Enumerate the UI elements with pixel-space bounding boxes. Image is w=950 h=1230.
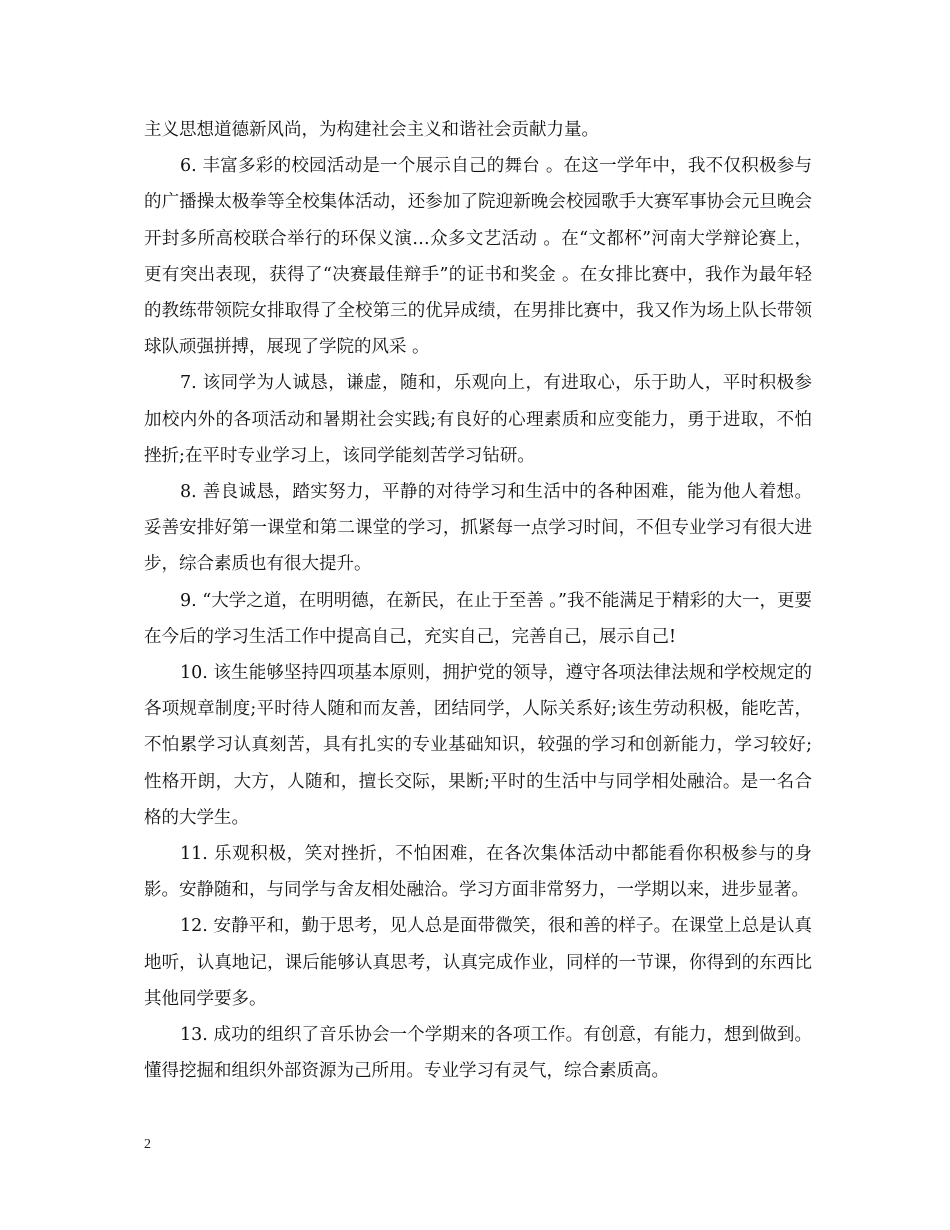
- paragraph-item-9: 9. “大学之道，在明明德，在新民，在止于至善 。”我不能满足于精彩的大一，更要在今后的学习生活工作中提高自己，充实自己，完善自己，展示自己!: [144, 590, 812, 647]
- paragraph-item-7: 7. 该同学为人诚恳，谦虚，随和，乐观向上，有进取心，乐于助人，平时积极参加校内外的各项活动和暑期社会实践;有良好的心理素质和应变能力，勇于进取，不怕挫折;在平时专业学习上，该同学能刻苦学习钻研。: [144, 373, 812, 466]
- paragraph-item-10: 10. 该生能够坚持四项基本原则，拥护党的领导，遵守各项法律法规和学校规定的各项规章制度;平时待人随和而友善，团结同学，人际关系好;该生劳动积极，能吃苦，不怕累学习认真刻苦，具有扎实的专业基础知识，较强的学习和创新能力，学习较好;性格开朗，大方，人随和，擅长交际，果断;平时的生活中与同学相处融洽。是一名合格的大学生。: [144, 663, 812, 828]
- paragraph-item-13: 13. 成功的组织了音乐协会一个学期来的各项工作。有创意，有能力，想到做到。懂得挖掘和组织外部资源为己所用。专业学习有灵气，综合素质高。: [144, 1025, 812, 1082]
- page-number: 2: [144, 1137, 151, 1152]
- paragraph-item-6: 6. 丰富多彩的校园活动是一个展示自己的舞台 。在这一学年中，我不仅积极参与的广播操太极拳等全校集体活动，还参加了院迎新晚会校园歌手大赛军事协会元旦晚会开封多所高校联合举行的环保义演…众多文艺活动 。在“文都杯”河南大学辩论赛上，更有突出表现，获得了“决赛最佳辩手”的证书和奖金 。在女排比赛中，我作为最年轻的教练带领院女排取得了全校第三的优异成绩，在男排比赛中，我又作为场上队长带领球队顽强拼搏，展现了学院的风采 。: [144, 156, 812, 358]
- paragraph-item-11: 11. 乐观积极，笑对挫折，不怕困难，在各次集体活动中都能看你积极参与的身影。安静随和，与同学与舍友相处融洽。学习方面非常努力，一学期以来，进步显著。: [144, 844, 812, 901]
- document-body: [144, 112, 812, 1089]
- paragraph-item-8: 8. 善良诚恳，踏实努力，平静的对待学习和生活中的各种困难，能为他人着想。妥善安排好第一课堂和第二课堂的学习，抓紧每一点学习时间，不但专业学习有很大进步，综合素质也有很大提升。: [144, 482, 812, 575]
- continued-paragraph: 主义思想道德新风尚，为构建社会主义和谐社会贡献力量。: [144, 120, 599, 140]
- paragraph-item-12: 12. 安静平和，勤于思考，见人总是面带微笑，很和善的样子。在课堂上总是认真地听，认真地记，课后能够认真思考，认真完成作业，同样的一节课，你得到的东西比其他同学要多。: [144, 916, 812, 1009]
